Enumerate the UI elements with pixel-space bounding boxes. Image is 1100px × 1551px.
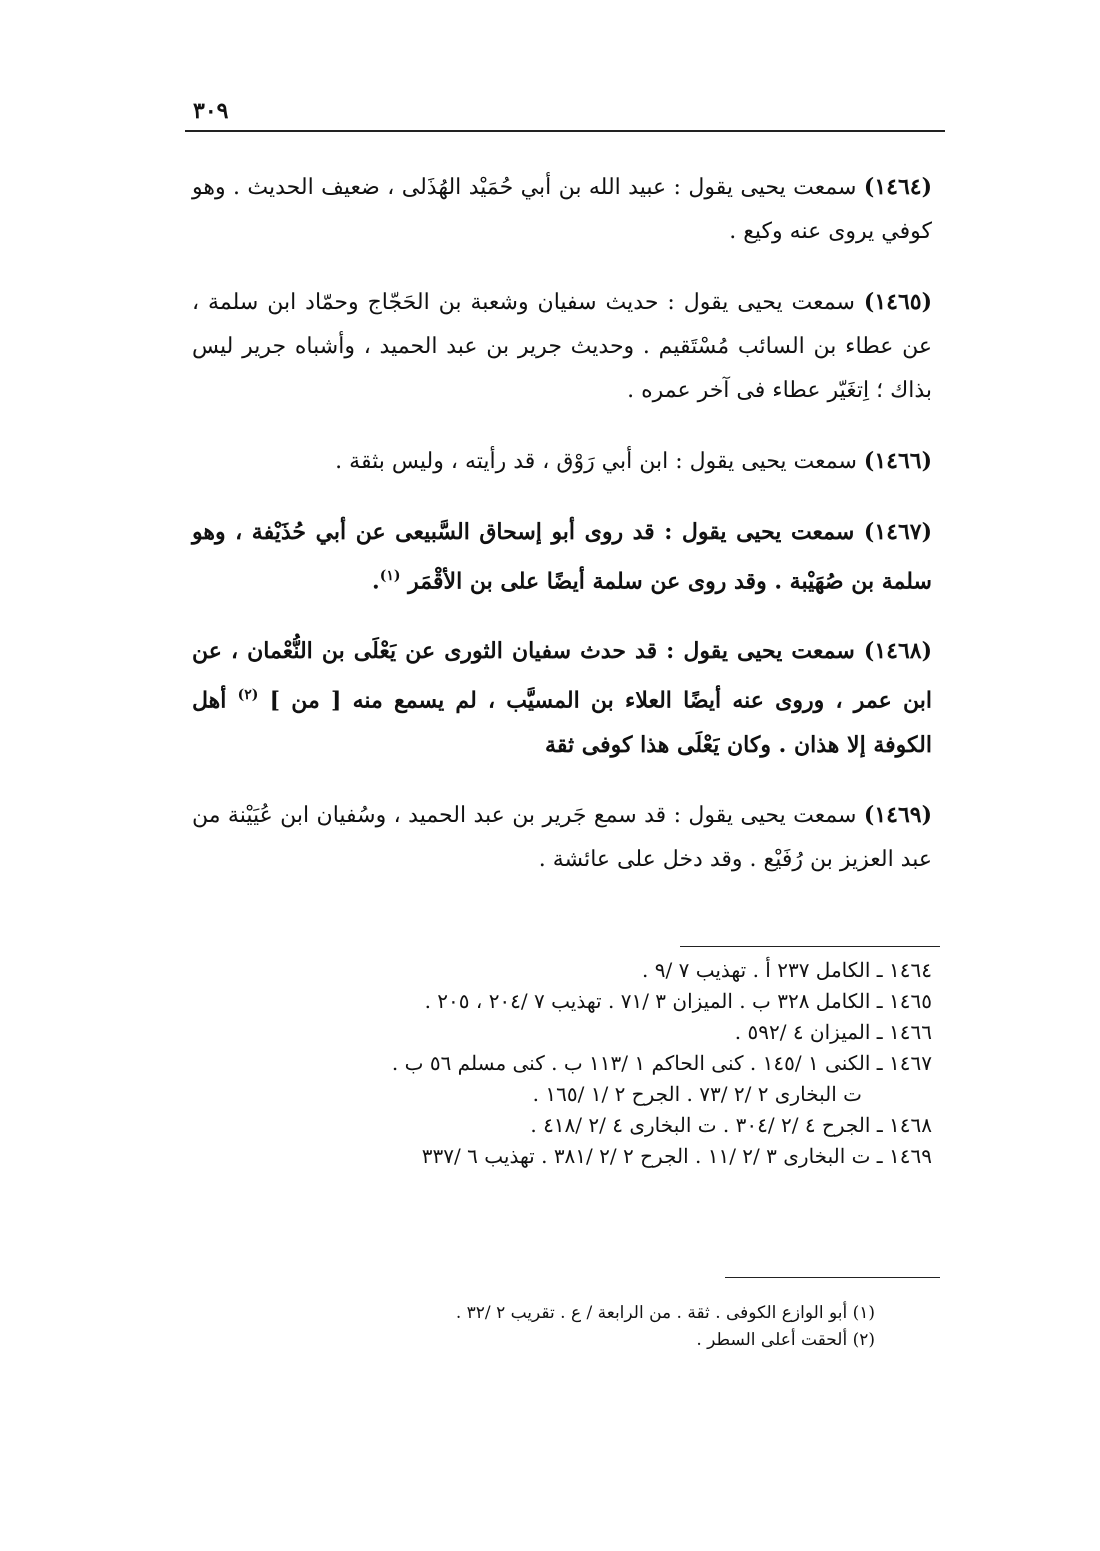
entry-number: (١٤٦٤) <box>863 174 932 200</box>
footnote: (٢) ألحقت أعلى السطر . <box>696 1330 875 1350</box>
reference-line: ١٤٦٥ ـ الكامل ٣٢٨ ب . الميزان ٣ /٧١ . تهذيب ٧ /٢٠٤ ، ٢٠٥ . <box>424 989 932 1013</box>
entry-text: سمعت يحيى يقول : قد روى أبو إسحاق السَّبيعى عن أبي حُذَيْفة ، وهو سلمة بن صُهَيْبة . وقد روى عن سلمة أيضًا على بن الأقْمَر <box>192 519 932 595</box>
entry-1468 <box>192 629 932 766</box>
header-rule <box>185 130 945 132</box>
references-rule <box>680 946 940 947</box>
entry-number: (١٤٦٦) <box>863 448 932 474</box>
page-number: ٣٠٩ <box>193 98 229 124</box>
entry-number: (١٤٦٥) <box>863 289 932 315</box>
footnote-marker: (٢) <box>237 687 259 704</box>
entry-number: (١٤٦٧) <box>863 519 932 545</box>
entry-text: سمعت يحيى يقول : ابن أبي رَوْق ، قد رأيته ، وليس بثقة . <box>335 449 864 474</box>
references <box>187 955 932 1172</box>
footnotes-rule <box>725 1277 940 1278</box>
entry-1469 <box>192 793 932 882</box>
entry-1465 <box>192 280 932 413</box>
entry-1464 <box>192 165 932 254</box>
entry-text: سمعت يحيى يقول : حديث سفيان وشعبة بن الحَجّاج وحمّاد ابن سلمة ، عن عطاء بن السائب مُسْتَقيم . وحديث جرير بن عبد الحميد ، وأشباه جرير ليس بذاك ؛ اِتغَيّر عطاء فى آخر عمره . <box>192 290 932 403</box>
reference-line: ت البخارى ٢ /٢ /٧٣ . الجرح ٢ /١ /١٦٥ . <box>532 1082 862 1106</box>
entry-text-tail: أهل الكوفة إلا هذان . وكان يَعْلَى هذا كوفى ثقة <box>192 687 932 758</box>
entry-text: سمعت يحيى يقول : قد حدث سفيان الثورى عن يَعْلَى بن النُّعْمان ، عن ابن عمر ، وروى عنه أيضًا العلاء بن المسيَّب ، لم يسمع منه [ من ] <box>192 638 932 714</box>
entry-text: سمعت يحيى يقول : عبيد الله بن أبي حُمَيْد الهُذَلى ، ضعيف الحديث . وهو كوفي يروى عنه وكيع . <box>192 175 932 244</box>
footnote: (١) أبو الوازع الكوفى . ثقة . من الرابعة / ع . تقريب ٢ /٣٢ . <box>455 1303 875 1323</box>
entry-number: (١٤٦٩) <box>863 801 932 828</box>
reference-line: ١٤٦٨ ـ الجرح ٤ /٢ /٣٠٤ . ت البخارى ٤ /٢ /٤١٨ . <box>530 1113 932 1137</box>
reference-line: ١٤٦٧ ـ الكنى ١ /١٤٥ . كنى الحاكم ١ /١١٣ ب . كنى مسلم ٥٦ ب . <box>391 1051 932 1075</box>
entry-1466 <box>192 439 932 484</box>
main-text <box>192 165 932 908</box>
footnotes <box>175 1300 875 1354</box>
footnote-marker: (١) <box>379 568 401 584</box>
entry-text: سمعت يحيى يقول : قد سمع جَرير بن عبد الحميد ، وسُفيان ابن عُيَيْنة من عبد العزيز بن رُفَيْع . وقد دخل على عائشة . <box>192 802 932 872</box>
reference-line: ١٤٦٤ ـ الكامل ٢٣٧ أ . تهذيب ٧ /٩ . <box>642 958 932 982</box>
reference-line: ١٤٦٦ ـ الميزان ٤ /٥٩٢ . <box>734 1020 932 1044</box>
reference-line: ١٤٦٩ ـ ت البخارى ٣ /٢ /١١ . الجرح ٢ /٢ /٣٨١ . تهذيب ٦ /٣٣٧ <box>421 1144 932 1168</box>
entry-1467 <box>192 510 932 603</box>
entry-text-tail: . <box>372 568 380 595</box>
entry-number: (١٤٦٨) <box>863 638 932 665</box>
